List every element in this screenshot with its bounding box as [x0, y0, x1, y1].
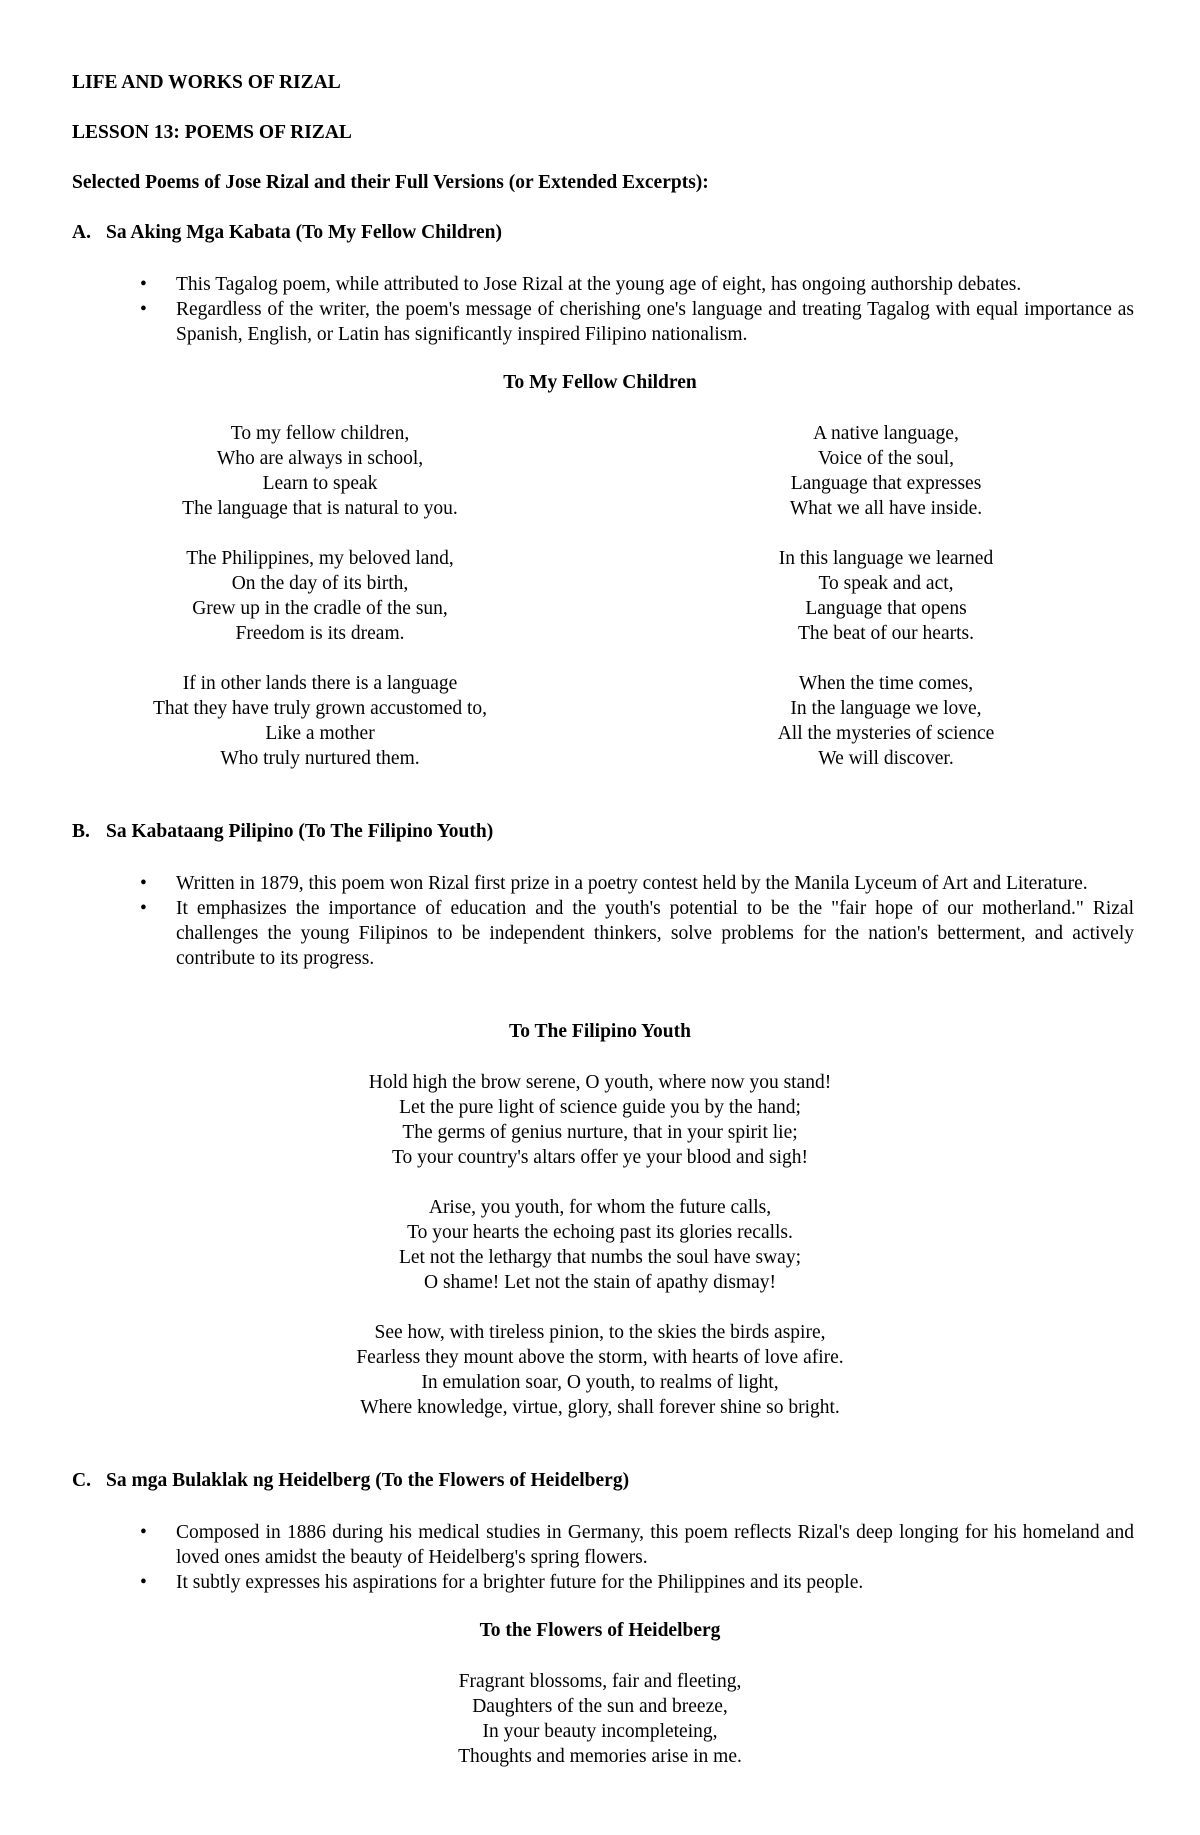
- poem-c-title: To the Flowers of Heidelberg: [479, 1620, 721, 1641]
- poem-line: If in other lands there is a language: [182, 673, 458, 694]
- poem-line: Where knowledge, virtue, glory, shall forever shine so bright.: [360, 1397, 840, 1418]
- poem-b-stanza-3: [0, 1320, 1200, 1420]
- list-item: • It subtly expresses his aspirations for a brighter future for the Philippines and its people.: [0, 1570, 1134, 1595]
- list-item: • This Tagalog poem, while attributed to Jose Rizal at the young age of eight, has ongoing authorship debates.: [0, 272, 1134, 297]
- list-item: • Written in 1879, this poem won Rizal first prize in a poetry contest held by the Manila Lyceum of Art and Literature.: [0, 871, 1134, 896]
- poem-line: Language that expresses: [790, 473, 982, 494]
- list-item: • Composed in 1886 during his medical studies in Germany, this poem reflects Rizal's deep longing for his homeland and loved ones amidst the beauty of Heidelberg's spring flowers.: [0, 1520, 1134, 1570]
- poem-line: Let not the lethargy that numbs the soul have sway;: [398, 1247, 802, 1268]
- poem-line: We will discover.: [818, 748, 954, 769]
- poem-line: The language that is natural to you.: [182, 498, 458, 519]
- poem-a-title: To My Fellow Children: [503, 372, 697, 393]
- poem-line: Hold high the brow serene, O youth, where now you stand!: [368, 1072, 832, 1093]
- poem-line: Let the pure light of science guide you by the hand;: [399, 1097, 801, 1118]
- poem-b-title: To The Filipino Youth: [509, 1021, 691, 1042]
- poem-line: To your country's altars offer ye your blood and sigh!: [391, 1147, 809, 1168]
- poem-c-stanza-1: [0, 1669, 1200, 1769]
- poem-line: Thoughts and memories arise in me.: [458, 1746, 742, 1767]
- poem-line: The Philippines, my beloved land,: [186, 548, 454, 569]
- poem-a-right-stanza-3: [686, 671, 1086, 771]
- poem-line: A native language,: [813, 423, 959, 444]
- poem-line: To my fellow children,: [230, 423, 410, 444]
- poem-b-stanza-2: [0, 1195, 1200, 1295]
- section-b-letter: B.: [72, 821, 90, 842]
- section-a-bullets: [0, 272, 1200, 347]
- list-item: • Regardless of the writer, the poem's message of cherishing one's language and treating Tagalog with equal importance as Spanish, English, or Latin has significantly inspired Filipino nationalism.: [0, 297, 1134, 347]
- section-c-heading: [72, 1470, 629, 1492]
- poem-line: To speak and act,: [818, 573, 954, 594]
- section-b-heading: [72, 821, 493, 843]
- section-a-heading: [72, 222, 502, 244]
- section-b-bullets: [0, 871, 1200, 971]
- poem-line: Who are always in school,: [216, 448, 424, 469]
- poem-line: Like a mother: [265, 723, 375, 744]
- poem-line: Grew up in the cradle of the sun,: [192, 598, 448, 619]
- section-c-letter: C.: [72, 1470, 91, 1491]
- poem-line: Learn to speak: [262, 473, 378, 494]
- poem-a-right-stanza-1: [686, 421, 1086, 521]
- poem-line: Fearless they mount above the storm, with hearts of love afire.: [356, 1347, 844, 1368]
- poem-line: In the language we love,: [790, 698, 982, 719]
- poem-a-left-stanza-3: [120, 671, 520, 771]
- poem-line: Arise, you youth, for whom the future calls,: [428, 1197, 772, 1218]
- poem-line: In emulation soar, O youth, to realms of light,: [421, 1372, 779, 1393]
- poem-line: All the mysteries of science: [777, 723, 995, 744]
- poem-line: On the day of its birth,: [231, 573, 409, 594]
- poem-line: Who truly nurtured them.: [220, 748, 420, 769]
- poem-a-left-stanza-1: [120, 421, 520, 521]
- poem-line: When the time comes,: [798, 673, 974, 694]
- section-b-title: Sa Kabataang Pilipino (To The Filipino Youth): [106, 821, 494, 842]
- poem-line: The germs of genius nurture, that in your spirit lie;: [402, 1122, 798, 1143]
- poem-b-stanza-1: [0, 1070, 1200, 1170]
- poem-line: Voice of the soul,: [817, 448, 955, 469]
- poem-line: The beat of our hearts.: [798, 623, 974, 644]
- intro-text: Selected Poems of Jose Rizal and their Full Versions (or Extended Excerpts):: [72, 172, 709, 193]
- section-a-letter: A.: [72, 222, 91, 243]
- poem-line: That they have truly grown accustomed to,: [152, 698, 488, 719]
- lesson-title: LESSON 13: POEMS OF RIZAL: [72, 122, 352, 143]
- poem-line: In this language we learned: [778, 548, 994, 569]
- poem-line: Daughters of the sun and breeze,: [472, 1696, 728, 1717]
- poem-line: O shame! Let not the stain of apathy dismay!: [424, 1272, 776, 1293]
- poem-line: Freedom is its dream.: [235, 623, 405, 644]
- poem-line: Language that opens: [805, 598, 967, 619]
- poem-a-left-stanza-2: [120, 546, 520, 646]
- section-a-title: Sa Aking Mga Kabata (To My Fellow Children): [106, 222, 502, 243]
- poem-line: Fragrant blossoms, fair and fleeting,: [458, 1671, 742, 1692]
- poem-line: What we all have inside.: [789, 498, 983, 519]
- poem-a-right-stanza-2: [686, 546, 1086, 646]
- poem-line: See how, with tireless pinion, to the skies the birds aspire,: [374, 1322, 826, 1343]
- course-title: LIFE AND WORKS OF RIZAL: [72, 72, 341, 93]
- section-c-title: Sa mga Bulaklak ng Heidelberg (To the Flowers of Heidelberg): [106, 1470, 630, 1491]
- poem-line: In your beauty incompleteing,: [482, 1721, 718, 1742]
- section-c-bullets: [0, 1520, 1200, 1595]
- list-item: • It emphasizes the importance of education and the youth's potential to be the "fair hope of our motherland." Rizal challenges the young Filipinos to be independent thinkers, solve problems for the nation's betterment, and actively contribute to its progress.: [0, 896, 1134, 971]
- poem-line: To your hearts the echoing past its glories recalls.: [407, 1222, 793, 1243]
